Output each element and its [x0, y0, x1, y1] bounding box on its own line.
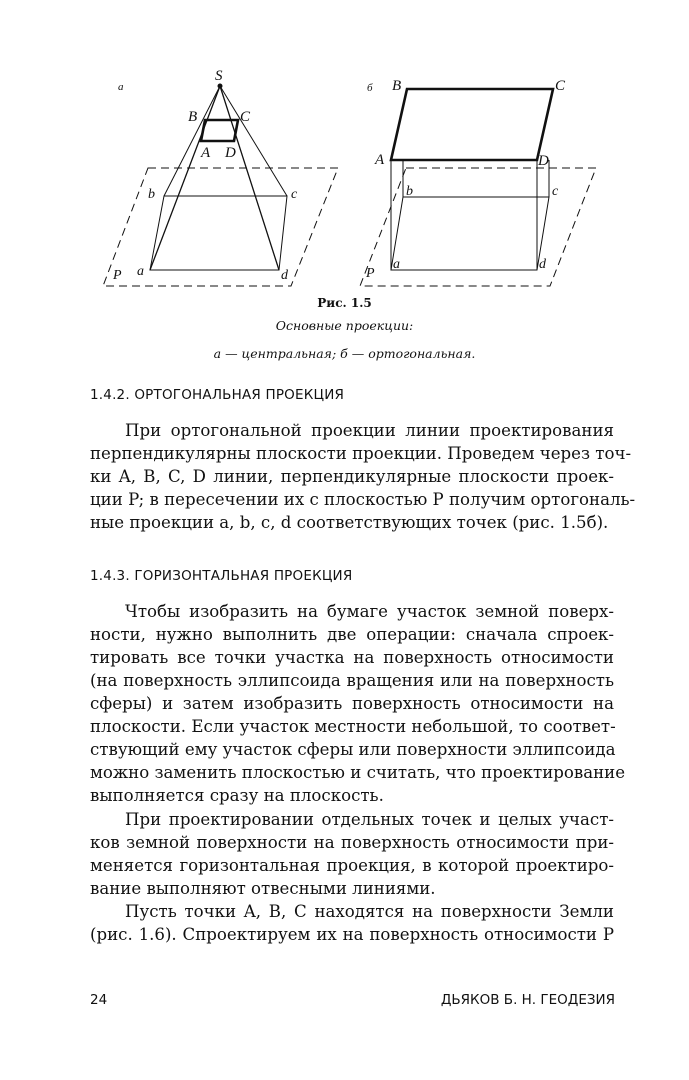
panel-a-label: а: [118, 81, 124, 93]
label-d-b: d: [539, 257, 546, 272]
figure-caption-legend: а — центральная; б — ортогональная.: [213, 346, 476, 361]
text-line: При проектировании отдельных точек и целых участ-: [125, 810, 614, 829]
figure-1-5: [0, 0, 689, 300]
section-1-4-2-paragraph: [90, 419, 636, 534]
figure-caption-title: Рис. 1.5: [317, 296, 372, 310]
text-line: можно заменить плоскостью и считать, что проектирование: [90, 763, 626, 782]
label-C-b: C: [555, 78, 566, 94]
section-1-4-3-paragraph-1: [90, 600, 626, 807]
label-b-b: b: [406, 184, 413, 199]
label-d-a: d: [281, 268, 288, 283]
text-line: перпендикулярны плоскости проекции. Проведем через точ-: [90, 444, 632, 463]
label-b-a: b: [148, 187, 155, 202]
panel-b-label: б: [367, 82, 373, 94]
label-a-a: a: [137, 264, 144, 279]
page-number: 24: [90, 992, 108, 1008]
label-c-a: c: [291, 187, 298, 202]
text-line: ки A, B, C, D линии, перпендикулярные плоскости проек-: [90, 467, 614, 486]
section-heading-1-4-2: 1.4.2. ОРТОГОНАЛЬНАЯ ПРОЕКЦИЯ: [90, 387, 345, 403]
object-rect-abcd-b: [391, 89, 553, 160]
point-s: [218, 84, 222, 88]
label-C-a: C: [240, 109, 251, 125]
figure-caption-subtitle: Основные проекции:: [275, 318, 414, 333]
projected-rect-abcd: [150, 196, 287, 270]
label-c-b: c: [552, 184, 559, 199]
label-B-a: B: [188, 109, 198, 125]
text-line: меняется горизонтальная проекция, в которой проектиро-: [90, 856, 614, 875]
section-1-4-3-paragraph-2: [90, 808, 614, 900]
text-line: Чтобы изобразить на бумаге участок земной поверх-: [125, 602, 614, 621]
label-D-a: D: [225, 145, 236, 161]
label-B-b: B: [392, 78, 402, 94]
text-line: плоскости. Если участок местности небольшой, то соответ-: [90, 717, 616, 736]
text-line: При ортогональной проекции линии проектирования: [125, 421, 614, 440]
text-line: ности, нужно выполнить две операции: сначала спроек-: [90, 625, 614, 644]
text-line: ции P; в пересечении их с плоскостью P получим ортогональ-: [90, 490, 636, 509]
panel-b-orthogonal-projection: [360, 78, 596, 286]
text-line: (на поверхность эллипсоида вращения или на поверхность: [90, 671, 614, 690]
label-S: S: [215, 68, 223, 84]
ray-s-a: [150, 86, 220, 270]
text-line: выполняется сразу на плоскость.: [90, 786, 384, 805]
running-title: ДЬЯКОВ Б. Н. ГЕОДЕЗИЯ: [440, 992, 615, 1008]
text-line: вание выполняют отвесными линиями.: [90, 879, 436, 898]
label-a-b: a: [393, 257, 400, 272]
text-line: ные проекции a, b, c, d соответствующих точек (рис. 1.5б).: [90, 513, 609, 532]
projected-rect-abcd-b: [391, 197, 549, 270]
text-line: (рис. 1.6). Спроектируем их на поверхность относимости P: [90, 925, 614, 944]
label-D-b: D: [538, 153, 549, 169]
label-A-a: A: [201, 145, 211, 161]
label-P-b: P: [366, 266, 375, 281]
text-line: Пусть точки A, B, C находятся на поверхности Земли: [125, 902, 614, 921]
text-line: сферы) и затем изобразить поверхность относимости на: [90, 694, 614, 713]
text-line: тировать все точки участка на поверхность относимости: [90, 648, 614, 667]
section-heading-1-4-3: 1.4.3. ГОРИЗОНТАЛЬНАЯ ПРОЕКЦИЯ: [90, 568, 353, 584]
label-A-b: A: [375, 152, 385, 168]
text-line: ствующий ему участок сферы или поверхности эллипсоида: [90, 740, 616, 759]
label-P-a: P: [113, 268, 122, 283]
section-1-4-3-paragraph-3: [90, 900, 614, 946]
text-line: ков земной поверхности на поверхность относимости при-: [90, 833, 614, 852]
panel-a-central-projection: [103, 68, 338, 286]
